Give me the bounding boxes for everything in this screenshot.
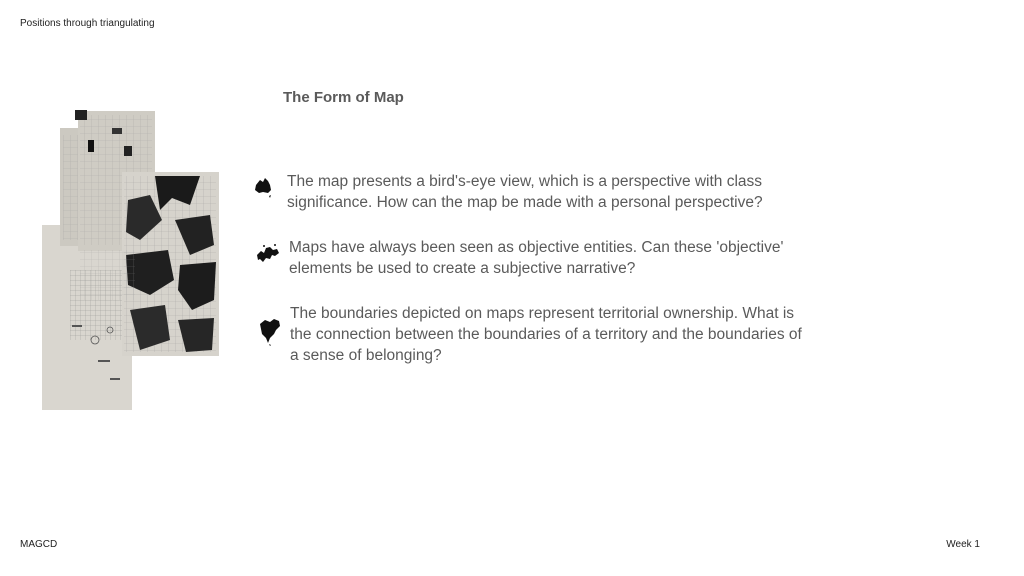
header-title: Positions through triangulating — [20, 18, 155, 29]
australia-continent-icon — [253, 176, 275, 205]
slide-title: The Form of Map — [283, 89, 404, 106]
question-1: The map presents a bird's-eye view, which is a perspective with class significance. How can the map be made with a personal perspective? — [287, 173, 763, 211]
question-3: The boundaries depicted on maps represent territorial ownership. What is the connection between the boundaries of a territory and the boundaries of a sense of belonging? — [290, 305, 802, 364]
question-2: Maps have always been seen as objective entities. Can these 'objective' elements be used to create a subjective narrative? — [289, 239, 784, 277]
footer-week: Week 1 — [946, 539, 980, 550]
europe-continent-icon — [255, 243, 281, 270]
footer-course: MAGCD — [20, 539, 58, 550]
north-america-continent-icon — [258, 318, 282, 351]
